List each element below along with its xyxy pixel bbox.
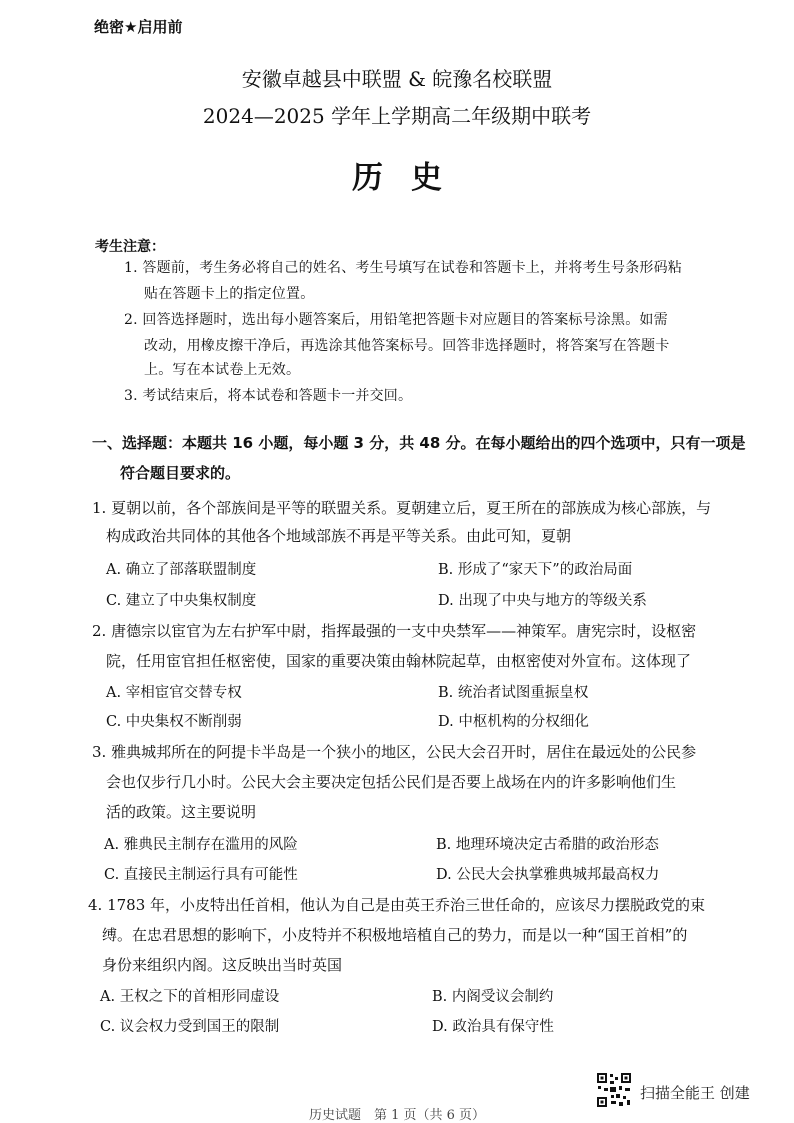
qr-code-icon bbox=[596, 1072, 632, 1108]
question-4-option-a: A. 王权之下的首相形同虚设 bbox=[100, 989, 280, 1005]
question-1-line: 1. 夏朝以前，各个部族间是平等的联盟关系。夏朝建立后，夏王所在的部族成为核心部族，与 bbox=[92, 499, 712, 517]
question-2-line: 2. 唐德宗以宦官为左右护军中尉，指挥最强的一支中央禁军——神策军。唐宪宗时，设枢密 bbox=[92, 622, 697, 640]
notice-line: 改动，用橡皮擦干净后，再选涂其他答案标号。回答非选择题时，将答案写在答题卡 bbox=[144, 338, 670, 354]
question-3-line: 会也仅步行几小时。公民大会主要决定包括公民们是否要上战场在内的许多影响他们生 bbox=[106, 773, 677, 791]
scanner-watermark: 扫描全能王 创建 bbox=[640, 1084, 750, 1102]
page-footer: 历史试题 第 1 页（共 6 页） bbox=[308, 1108, 486, 1123]
question-3-option-a: A. 雅典民主制存在滥用的风险 bbox=[104, 837, 298, 853]
question-1-option-a: A. 确立了部落联盟制度 bbox=[106, 562, 257, 578]
question-2-option-b: B. 统治者试图重振皇权 bbox=[438, 685, 589, 701]
question-1-option-c: C. 建立了中央集权制度 bbox=[106, 593, 257, 609]
section-heading-cont: 符合题目要求的。 bbox=[120, 464, 241, 482]
question-4-option-b: B. 内阁受议会制约 bbox=[432, 989, 554, 1005]
question-4-line: 缚。在忠君思想的影响下，小皮特并不积极地培植自己的势力，而是以一种“国王首相”的 bbox=[102, 926, 688, 944]
question-3-option-c: C. 直接民主制运行具有可能性 bbox=[104, 867, 298, 883]
question-3-option-b: B. 地理环境决定古希腊的政治形态 bbox=[436, 837, 659, 853]
question-2-line: 院，任用宦官担任枢密使，国家的重要决策由翰林院起草，由枢密使对外宣布。这体现了 bbox=[106, 652, 692, 670]
question-2-option-a: A. 宰相宦官交替专权 bbox=[106, 685, 242, 701]
question-3-line: 活的政策。这主要说明 bbox=[106, 803, 257, 821]
question-4-line: 身份来组织内阁。这反映出当时英国 bbox=[102, 956, 343, 974]
subject-title: 历史 bbox=[352, 160, 470, 196]
question-3-option-d: D. 公民大会执掌雅典城邦最高权力 bbox=[436, 867, 660, 883]
exam-term-title: 2024—2025 学年上学期高二年级期中联考 bbox=[202, 104, 592, 128]
notice-heading: 考生注意： bbox=[95, 239, 165, 255]
notice-line: 3. 考试结束后，将本试卷和答题卡一并交回。 bbox=[124, 388, 413, 404]
question-4-line: 4. 1783 年，小皮特出任首相，他认为自己是由英王乔治三世任命的，应该尽力摆脱政党的束 bbox=[88, 896, 706, 914]
question-2-option-c: C. 中央集权不断削弱 bbox=[106, 714, 242, 730]
notice-line: 2. 回答选择题时，选出每小题答案后，用铅笔把答题卡对应题目的答案标号涂黑。如需 bbox=[124, 312, 668, 328]
notice-line: 1. 答题前，考生务必将自己的姓名、考生号填写在试卷和答题卡上，并将考生号条形码粘 bbox=[124, 260, 683, 276]
question-1-option-b: B. 形成了“家天下”的政治局面 bbox=[438, 562, 633, 578]
question-1-line: 构成政治共同体的其他各个地域部族不再是平等关系。由此可知，夏朝 bbox=[106, 527, 572, 545]
exam-alliance-title: 安徽卓越县中联盟 & 皖豫名校联盟 bbox=[241, 67, 553, 91]
question-1-option-d: D. 出现了中央与地方的等级关系 bbox=[438, 593, 647, 609]
question-2-option-d: D. 中枢机构的分权细化 bbox=[438, 714, 589, 730]
question-3-line: 3. 雅典城邦所在的阿提卡半岛是一个狭小的地区，公民大会召开时，居住在最远处的公民参 bbox=[92, 743, 697, 761]
notice-line: 上。写在本试卷上无效。 bbox=[144, 362, 301, 378]
question-4-option-c: C. 议会权力受到国王的限制 bbox=[100, 1019, 280, 1035]
notice-line: 贴在答题卡上的指定位置。 bbox=[144, 286, 315, 302]
section-heading: 一、选择题：本题共 16 小题，每小题 3 分，共 48 分。在每小题给出的四个选项中，只有一项是 bbox=[92, 434, 746, 452]
confidential-label: 绝密★启用前 bbox=[94, 18, 183, 36]
question-4-option-d: D. 政治具有保守性 bbox=[432, 1019, 554, 1035]
